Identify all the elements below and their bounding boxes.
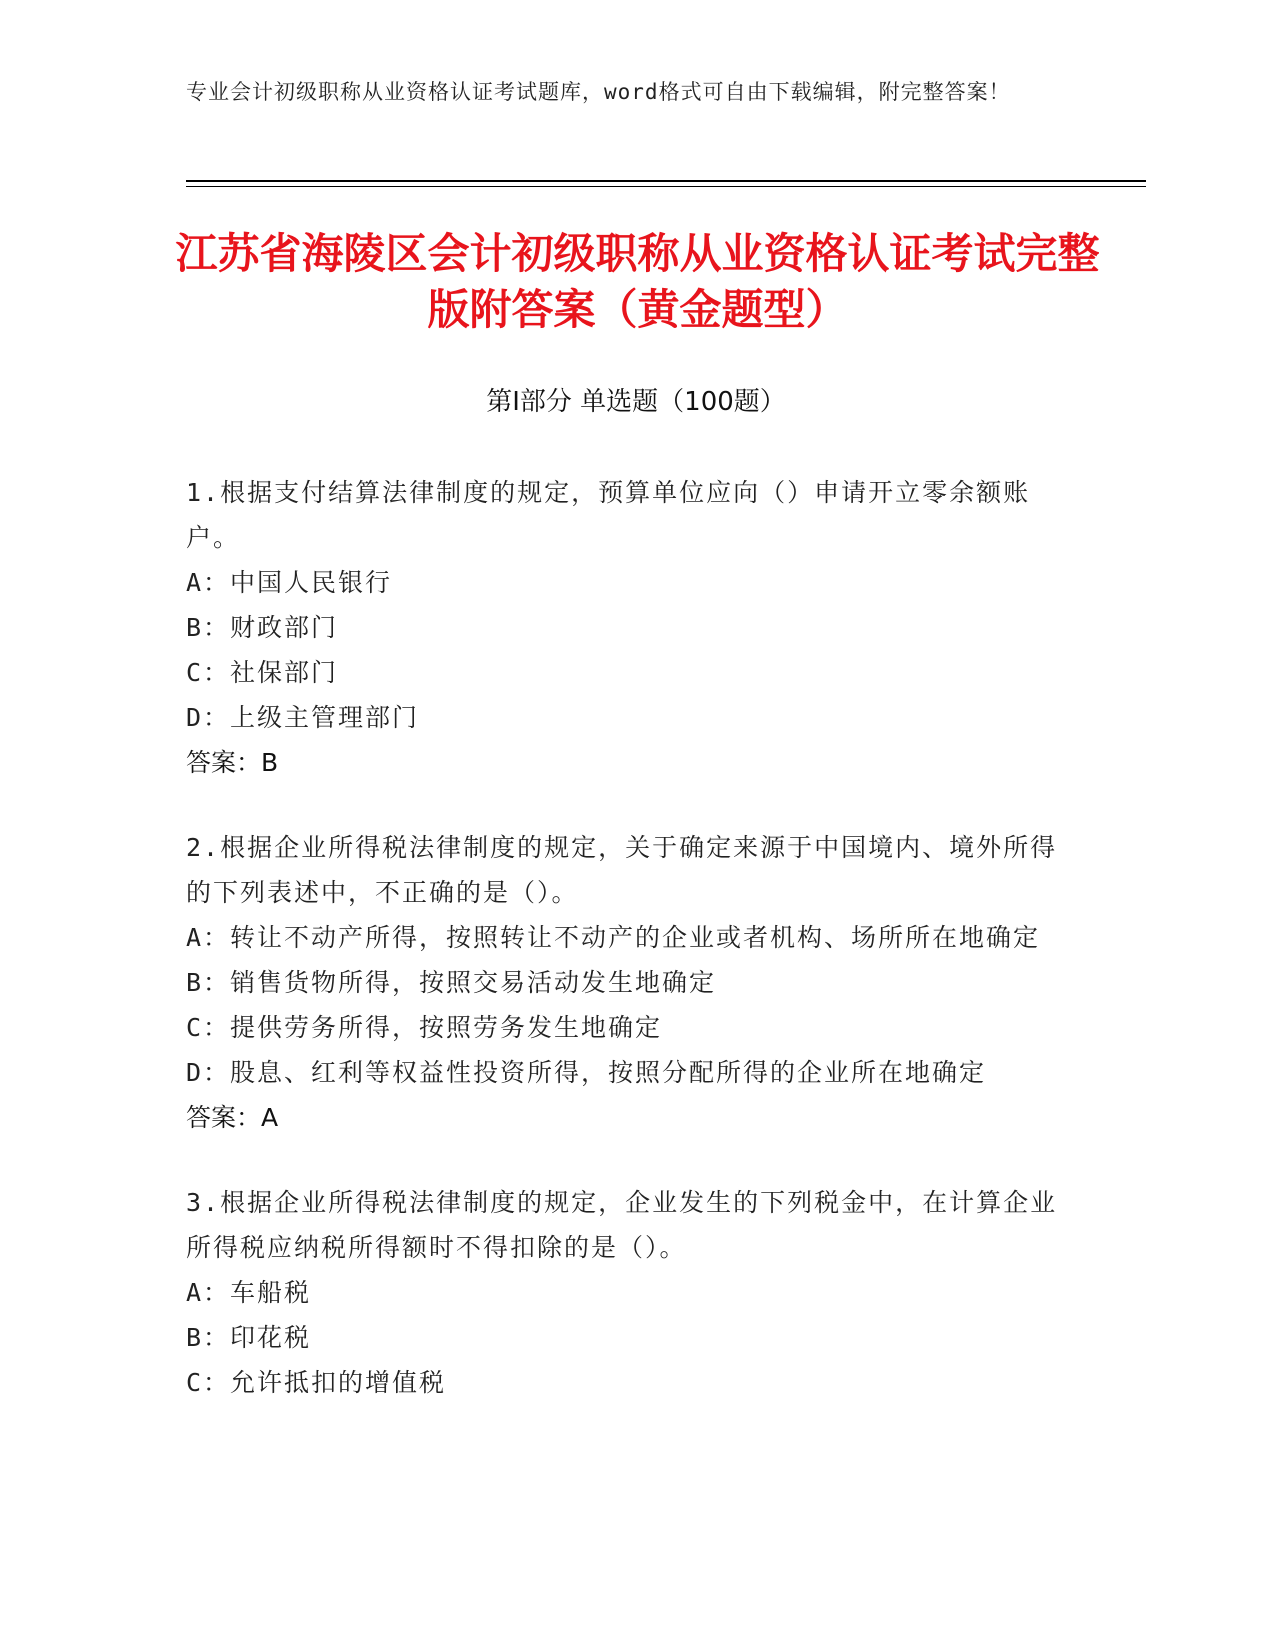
- option-c: C：社保部门: [186, 658, 339, 687]
- option-a: A：车船税: [186, 1278, 312, 1307]
- question-2: [186, 825, 1066, 1140]
- option-b: B：销售货物所得，按照交易活动发生地确定: [186, 968, 717, 997]
- answer-line: 答案：B: [186, 748, 279, 777]
- header-rule-thin: [186, 186, 1146, 187]
- document-title: 江苏省海陵区会计初级职称从业资格认证考试完整版附答案（黄金题型）: [175, 229, 1100, 334]
- header-note: 专业会计初级职称从业资格认证考试题库，word格式可自由下载编辑，附完整答案！: [186, 80, 1011, 104]
- option-c: C：允许抵扣的增值税: [186, 1368, 447, 1397]
- option-c: C：提供劳务所得，按照劳务发生地确定: [186, 1013, 663, 1042]
- question-stem: 2.根据企业所得税法律制度的规定，关于确定来源于中国境内、境外所得的下列表述中，不正确的是（）。: [186, 833, 1058, 907]
- question-3: [186, 1180, 1066, 1405]
- option-a: A：转让不动产所得，按照转让不动产的企业或者机构、场所所在地确定: [186, 923, 1041, 952]
- question-stem: 3.根据企业所得税法律制度的规定，企业发生的下列税金中，在计算企业所得税应纳税所得额时不得扣除的是（）。: [186, 1188, 1058, 1262]
- option-d: D：上级主管理部门: [186, 703, 420, 732]
- section-heading: 第Ⅰ部分 单选题（100题）: [486, 387, 786, 417]
- option-d: D：股息、红利等权益性投资所得，按照分配所得的企业所在地确定: [186, 1058, 987, 1087]
- option-b: B：印花税: [186, 1323, 312, 1352]
- question-stem: 1.根据支付结算法律制度的规定，预算单位应向（）申请开立零余额账户。: [186, 478, 1031, 552]
- option-b: B：财政部门: [186, 613, 339, 642]
- question-1: [186, 470, 1066, 785]
- header-rule-thick: [186, 180, 1146, 182]
- question-list: [186, 470, 1066, 1445]
- option-a: A：中国人民银行: [186, 568, 393, 597]
- answer-line: 答案：A: [186, 1103, 279, 1132]
